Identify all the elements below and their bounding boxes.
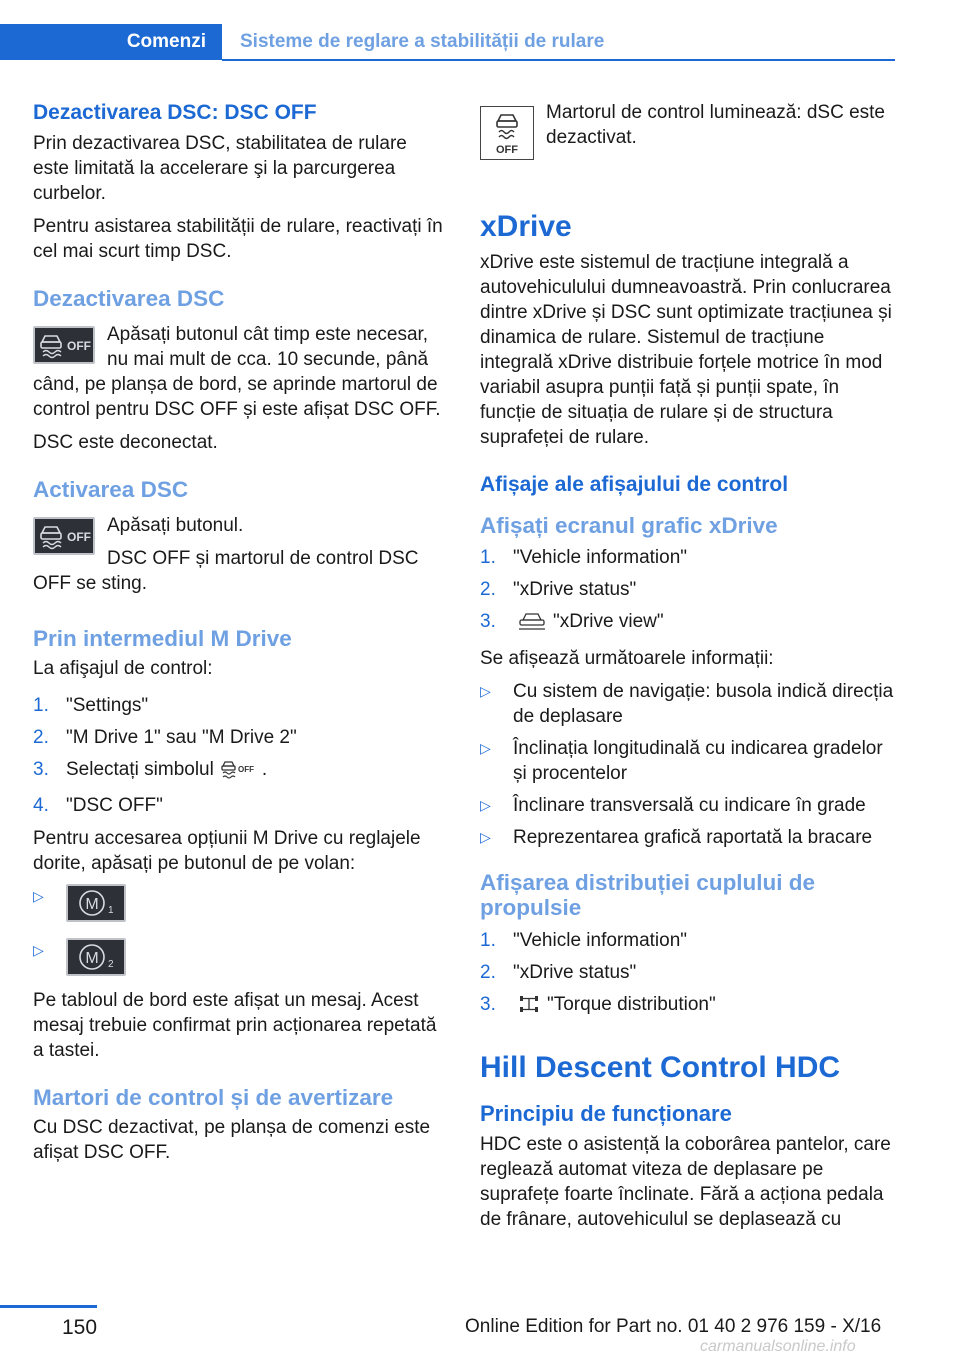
dsc-off-symbol-icon [220, 759, 256, 786]
lamp-block [480, 100, 895, 164]
activate-block [33, 513, 448, 604]
list-item: ▷ M 1 [33, 884, 448, 924]
svg-text:1: 1 [108, 905, 114, 916]
dsc-off-paragraph-2: Pentru asistarea stabilității de rulare, reactivați în cel mai scurt timp DSC. [33, 216, 443, 262]
svg-text:OFF: OFF [67, 530, 91, 544]
list-item: 3. "xDrive view" [480, 609, 895, 638]
svg-text:2: 2 [108, 959, 114, 970]
deactivate-block [33, 322, 448, 430]
footer-rule [0, 1305, 97, 1308]
mdrive-steps [33, 693, 448, 818]
dsc-off-paragraph-1: Prin dezactivarea DSC, stabilitatea de rulare este limitată la accelerare şi la parcurgerea curbelor. [33, 133, 407, 204]
list-item: ▷ Înclinare transversală cu indicare în grade [480, 795, 866, 816]
svg-text:M: M [85, 950, 99, 967]
mdrive-heading: Prin intermediul M Drive [33, 626, 292, 651]
section-title: Sisteme de reglare a stabilității de rulare [240, 31, 605, 52]
list-item: ▷ Cu sistem de navigație: busola indică direcția de deplasare [480, 681, 894, 727]
list-item: 3. "Torque distribution" [480, 992, 895, 1021]
xdrive-paragraph: xDrive este sistemul de tracțiune integrală a autovehiculului dumneavoastră. Prin conlucrarea dintre xDrive și DSC sunt optimizate tracțiunea și dinamica de rulare. Sistemul de tracțiune integrală xDrive distribuie forțele motrice în mod variabil asupra punții față și punții spate, în funcție de situația de rulare și de structura suprafeței de rulare. [480, 252, 892, 448]
principle-heading: Principiu de funcționare [480, 1101, 732, 1126]
list-item: ▷ M 2 [33, 938, 448, 978]
activate-text-2: DSC OFF și martorul de control DSC OFF se sting. [33, 548, 419, 594]
header-rule [222, 59, 895, 61]
mdrive-buttons [33, 884, 448, 978]
mdrive-paragraph: Pentru accesarea opțiunii M Drive cu reglajele dorite, apăsați pe butonul de pe volan: [33, 828, 421, 874]
lamps-paragraph: Cu DSC dezactivat, pe planșa de comenzi este afișat DSC OFF. [33, 1117, 431, 1163]
graph-steps [480, 545, 895, 638]
svg-text:OFF: OFF [496, 144, 518, 156]
list-item: 3. Selectați simbolul OFF . [33, 757, 448, 786]
m1-button-icon [66, 884, 126, 922]
graph-bullets [480, 679, 895, 850]
list-item: ▷ Înclinația longitudinală cu indicarea gradelor și procentelor [480, 738, 883, 784]
torque-heading: Afișarea distribuției cuplului de propulsie [480, 870, 816, 920]
activate-text-1: Apăsați butonul. [107, 515, 244, 536]
page-header [0, 24, 895, 62]
edition-note: Online Edition for Part no. 01 40 2 976 159 - X/16 [465, 1316, 882, 1337]
dsc-off-heading: Dezactivarea DSC: DSC OFF [33, 101, 317, 124]
lamps-heading: Martori de control și de avertizare [33, 1085, 394, 1110]
mdrive-intro: La afişajul de control: [33, 658, 213, 679]
list-item: 2. "M Drive 1" sau "M Drive 2" [33, 727, 297, 748]
chapter-tab: Comenzi [0, 24, 222, 60]
svg-text:OFF: OFF [67, 339, 91, 353]
list-item: 1. "Settings" [33, 695, 149, 716]
display-heading: Afișaje ale afișajului de control [480, 473, 789, 496]
torque-distribution-icon [517, 994, 541, 1021]
list-item: 1. "Vehicle information" [480, 930, 688, 951]
left-column [33, 100, 448, 1173]
mdrive-paragraph-2: Pe tabloul de bord este afișat un mesaj. Acest mesaj trebuie confirmat prin acționarea repetată a tastei. [33, 990, 437, 1061]
activate-heading: Activarea DSC [33, 477, 189, 502]
list-item: 1. "Vehicle information" [480, 547, 688, 568]
dsc-off-button-icon [33, 517, 95, 555]
deactivate-heading: Dezactivarea DSC [33, 286, 225, 311]
m2-button-icon [66, 938, 126, 976]
watermark: carmanualsonline.info [700, 1338, 856, 1355]
dsc-off-button-icon [33, 326, 95, 364]
graph-heading: Afișați ecranul grafic xDrive [480, 513, 778, 538]
svg-text:OFF: OFF [237, 765, 254, 774]
torque-steps [480, 928, 895, 1021]
graph-info: Se afișează următoarele informații: [480, 648, 774, 669]
list-item: 4. "DSC OFF" [33, 795, 163, 816]
principle-paragraph: HDC este o asistență la coborârea pantelor, care reglează automat viteza de deplasare pe suprafețe foarte înclinate. Fără a acționa pedala de frânare, autovehiculul se deplasează cu [480, 1134, 891, 1230]
list-item: ▷ Reprezentarea grafică raportată la bracare [480, 827, 873, 848]
xdrive-view-icon [517, 611, 547, 638]
svg-text:M: M [85, 896, 99, 913]
page-number: 150 [62, 1316, 98, 1339]
deactivate-text: Apăsați butonul cât timp este necesar, nu mai mult de cca. 10 secunde, până când, pe planșa de bord, se aprinde martorul de control pentru DSC OFF și este afișat DSC OFF. [33, 324, 441, 420]
deactivate-note: DSC este deconectat. [33, 432, 218, 453]
xdrive-heading: xDrive [480, 210, 572, 243]
list-item: 2. "xDrive status" [480, 579, 637, 600]
hdc-heading: Hill Descent Control HDC [480, 1051, 841, 1084]
lamp-text: Martorul de control luminează: dSC este dezactivat. [546, 102, 885, 148]
right-column [480, 100, 895, 1240]
dsc-off-warning-lamp-icon [480, 106, 534, 160]
list-item: 2. "xDrive status" [480, 962, 637, 983]
